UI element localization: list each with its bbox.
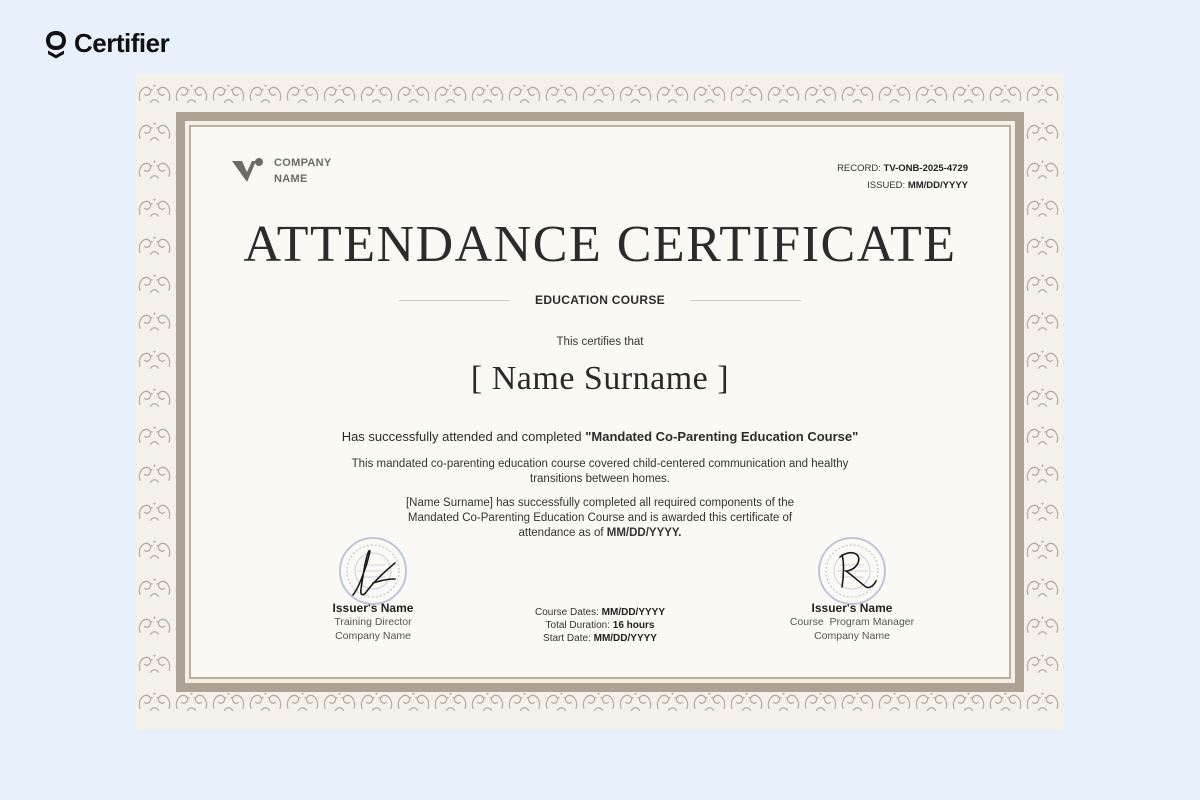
signer-name: Issuer's Name [332, 601, 414, 615]
company-logo-icon [230, 157, 264, 185]
record-info: RECORD: TV-ONB-2025-4729 ISSUED: MM/DD/YYYY [837, 163, 968, 191]
signer-name: Issuer's Name [811, 601, 893, 615]
course-description: This mandated co-parenting education course covered child-centered communication and healthy transitions between homes. [351, 458, 849, 485]
signer-company: Company Name [335, 630, 411, 642]
signer-role: Training Director [334, 616, 412, 628]
recipient-name: [ Name Surname ] [470, 360, 730, 397]
signer-role: Course Program Manager [789, 616, 915, 628]
divider [691, 300, 801, 301]
signer-company: Company Name [814, 630, 890, 642]
total-duration: 16 hours [612, 620, 655, 631]
award-date: MM/DD/YYYY. [606, 527, 682, 539]
company-block [230, 155, 344, 187]
signature-icon [333, 535, 413, 605]
issued-date: MM/DD/YYYY [907, 180, 968, 191]
certificate-body [189, 125, 1011, 679]
divider [399, 300, 509, 301]
certifier-brand [44, 28, 169, 59]
start-date: MM/DD/YYYY [593, 633, 657, 644]
subtitle-row [191, 293, 1009, 307]
signature-icon [812, 535, 892, 605]
signature-block-right [772, 535, 932, 643]
completion-statement: Has successfully attended and completed "Mandated Co-Parenting Education Course" [341, 429, 859, 444]
certificate-frame [176, 112, 1024, 692]
certifier-logo-icon [44, 29, 68, 59]
record-number: TV-ONB-2025-4729 [883, 163, 968, 174]
course-dates: MM/DD/YYYY [601, 607, 666, 618]
award-statement: [Name Surname] has successfully completed all required components of the Mandated Co-Parenting Education Course and is awarded this certificate of attendance as of MM/DD/YYYY. [405, 497, 794, 539]
certificate-subtitle: EDUCATION COURSE [535, 293, 665, 307]
course-name: "Mandated Co-Parenting Education Course" [585, 429, 859, 444]
company-name: COMPANY NAME [274, 157, 332, 185]
certifies-text: This certifies that [556, 336, 644, 348]
certificate [136, 74, 1064, 730]
certificate-title: ATTENDANCE CERTIFICATE [243, 216, 957, 273]
brand-name: Certifier [74, 28, 170, 58]
course-details: Course Dates: MM/DD/YYYY Total Duration: 16 hours Start Date: MM/DD/YYYY [534, 607, 666, 644]
